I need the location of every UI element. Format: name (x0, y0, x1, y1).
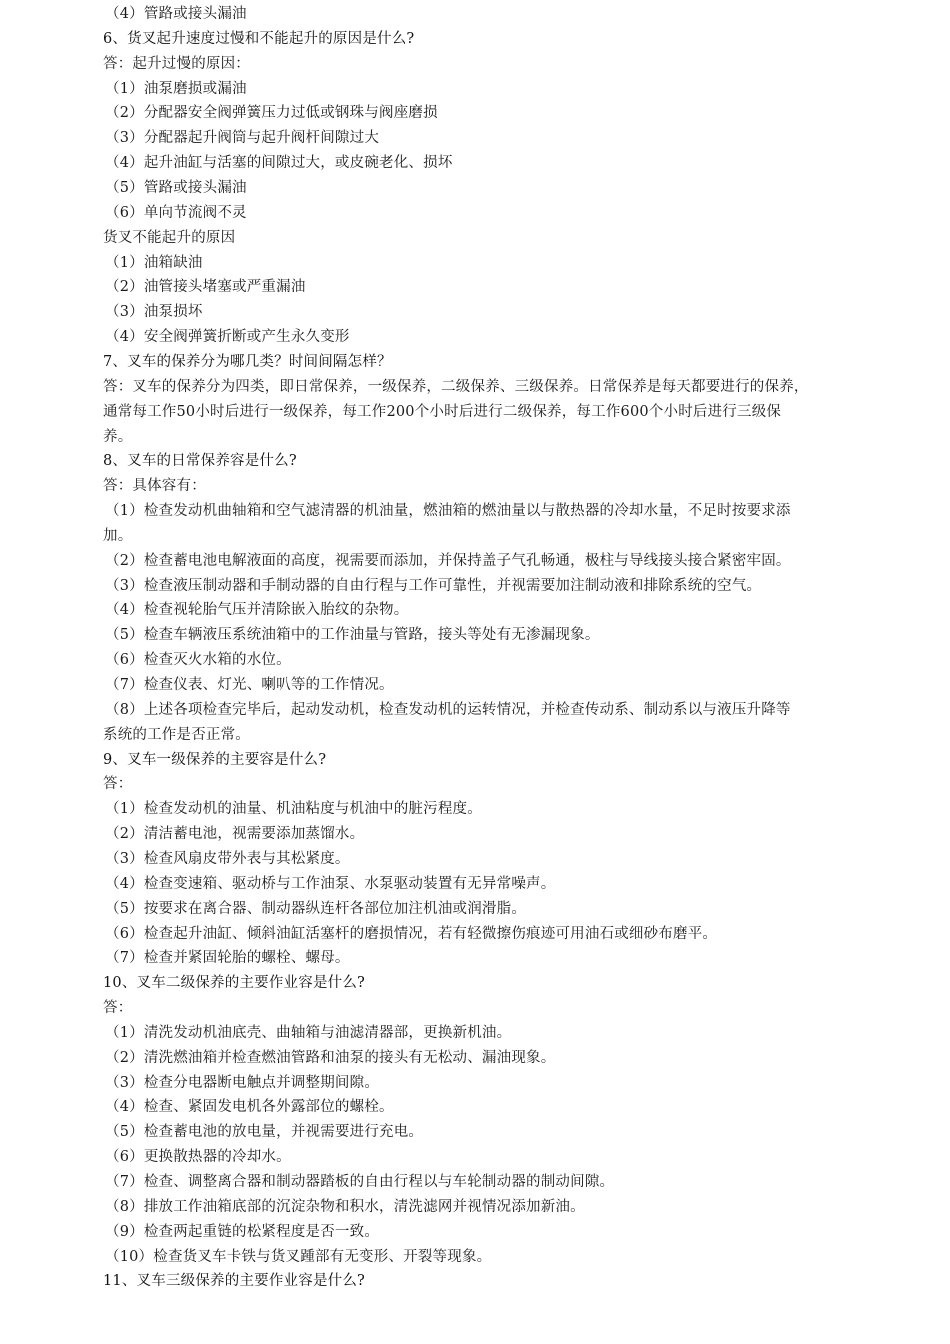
text-line: （1）油泵磨损或漏油 (105, 80, 247, 97)
text-line: （2）分配器安全阀弹簧压力过低或钢珠与阀座磨损 (105, 105, 438, 122)
text-line: （2）清洗燃油箱并检查燃油管路和油泵的接头有无松动、漏油现象。 (105, 1049, 556, 1066)
text-line: 货叉不能起升的原因 (103, 229, 236, 246)
text-line: （2）油管接头堵塞或严重漏油 (105, 279, 306, 296)
question-heading: 8、叉车的日常保养容是什么? (103, 453, 297, 470)
text-line: （5）按要求在离合器、制动器纵连杆各部位加注机油或润滑脂。 (105, 900, 527, 917)
text-line: （1）清洗发动机油底壳、曲轴箱与油滤清器部，更换新机油。 (105, 1024, 512, 1041)
text-line: （4）起升油缸与活塞的间隙过大，或皮碗老化、损坏 (105, 155, 453, 172)
text-line: （3）检查分电器断电触点并调整期间隙。 (105, 1074, 380, 1091)
text-line: （9）检查两起重链的松紧程度是否一致。 (105, 1223, 380, 1240)
text-line: 通常每工作50小时后进行一级保养，每工作200个小时后进行二级保养，每工作600个小时后进行三级保 (103, 403, 782, 420)
text-line: 答：具体容有： (103, 478, 206, 495)
text-line: （4）检查视轮胎气压并清除嵌入胎纹的杂物。 (105, 602, 409, 619)
text-line: （6）检查灭火水箱的水位。 (105, 652, 291, 669)
text-line: （3）分配器起升阀筒与起升阀杆间隙过大 (105, 130, 380, 147)
text-line: 系统的工作是否正常。 (103, 726, 250, 743)
text-line: （4）管路或接头漏油 (105, 6, 247, 22)
text-line: （1）油箱缺油 (105, 254, 203, 271)
text-line: （6）检查起升油缸、倾斜油缸活塞杆的磨损情况，若有轻微擦伤痕迹可用油石或细砂布磨平。 (105, 925, 718, 942)
text-line: （4）检查、紧固发电机各外露部位的螺栓。 (105, 1099, 394, 1116)
text-line: （6）单向节流阀不灵 (105, 204, 247, 221)
text-line: （7）检查、调整离合器和制动器踏板的自由行程以与车轮制动器的制动间隙。 (105, 1174, 615, 1190)
text-line: （3）检查液压制动器和手制动器的自由行程与工作可靠性，并视需要加注制动液和排除系统的空气。 (105, 577, 762, 594)
text-line: （7）检查并紧固轮胎的螺栓、螺母。 (105, 950, 350, 967)
text-line: （2）检查蓄电池电解液面的高度，视需要而添加，并保持盖子气孔畅通，极柱与导线接头接合紧密牢固。 (105, 552, 791, 569)
text-line: （7）检查仪表、灯光、喇叭等的工作情况。 (105, 677, 394, 693)
text-line: （5）检查蓄电池的放电量，并视需要进行充电。 (105, 1124, 424, 1141)
text-line: （8）排放工作油箱底部的沉淀杂物和积水，清洗滤网并视情况添加新油。 (105, 1198, 585, 1215)
text-line: （2）清洁蓄电池，视需要添加蒸馏水。 (105, 826, 365, 843)
text-line: （1）检查发动机的油量、机油粘度与机油中的脏污程度。 (105, 801, 482, 818)
text-line: （5）管路或接头漏油 (105, 180, 247, 196)
question-heading: 11、叉车三级保养的主要作业容是什么? (103, 1273, 366, 1290)
question-heading: 7、叉车的保养分为哪几类？时间间隔怎样？ (103, 353, 392, 370)
text-line: （6）更换散热器的冷却水。 (105, 1149, 291, 1166)
question-heading: 10、叉车二级保养的主要作业容是什么? (103, 975, 366, 992)
question-heading: 9、叉车一级保养的主要容是什么? (103, 751, 327, 768)
text-line: （10）检查货叉车卡铁与货叉踵部有无变形、开裂等现象。 (105, 1248, 492, 1265)
text-line: （8）上述各项检查完毕后，起动发动机，检查发动机的运转情况，并检查传动系、制动系以与液压升降等 (105, 701, 791, 718)
text-line: （4）安全阀弹簧折断或产生永久变形 (105, 329, 350, 346)
text-line: （3）检查风扇皮带外表与其松紧度。 (105, 850, 350, 867)
text-line: 答：起升过慢的原因： (103, 55, 250, 72)
text-line: （3）油泵损坏 (105, 304, 203, 321)
text-line: 加。 (103, 527, 133, 544)
text-line: 答： (103, 1000, 133, 1016)
question-heading: 6、货叉起升速度过慢和不能起升的原因是什么? (103, 30, 415, 47)
text-line: （5）检查车辆液压系统油箱中的工作油量与管路，接头等处有无渗漏现象。 (105, 627, 600, 644)
text-line: 答：叉车的保养分为四类，即日常保养，一级保养，二级保养、三级保养。日常保养是每天都要进行的保养， (103, 378, 809, 395)
text-line: （4）检查变速箱、驱动桥与工作油泵、水泵驱动装置有无异常噪声。 (105, 875, 556, 892)
text-line: 养。 (103, 428, 133, 445)
text-line: （1）检查发动机曲轴箱和空气滤清器的机油量，燃油箱的燃油量以与散热器的冷却水量，不足时按要求添 (105, 503, 791, 519)
text-line: 答： (103, 776, 133, 793)
